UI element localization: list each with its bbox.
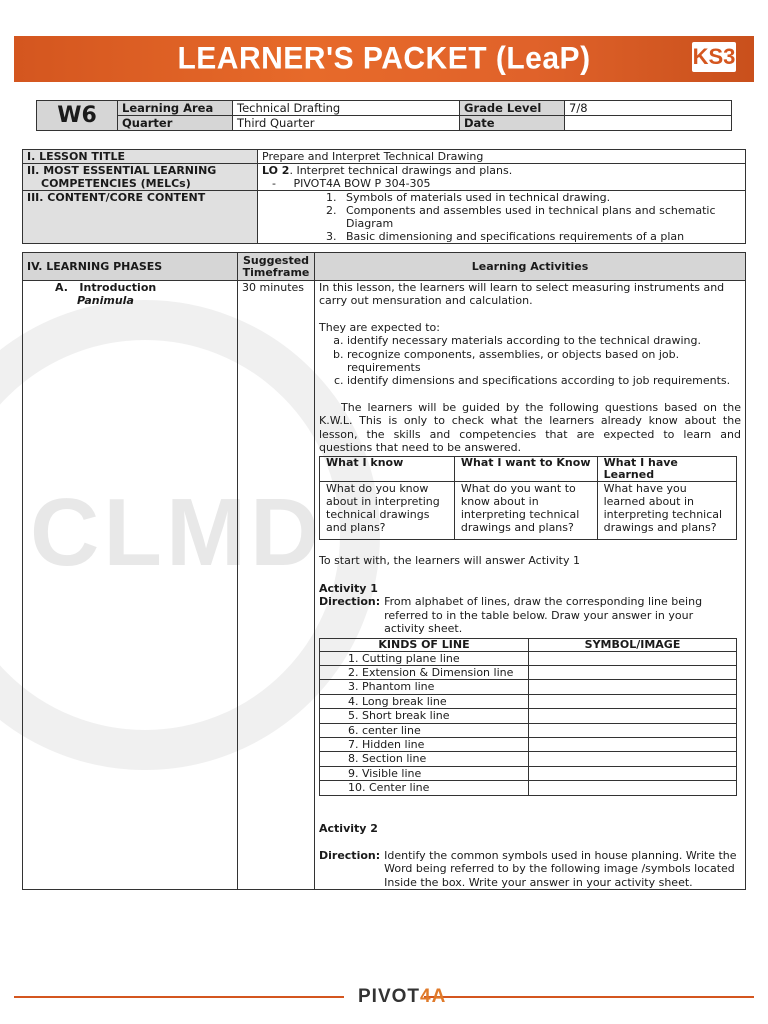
lesson-title-label: I. LESSON TITLE — [23, 150, 258, 164]
line-kind: 9. Visible line — [320, 766, 529, 780]
clmd-watermark-logo: CLMD — [30, 479, 324, 586]
line-kind: 7. Hidden line — [320, 737, 529, 751]
objective-item: c. identify dimensions and specifications according to job requirements. — [347, 374, 741, 387]
start-text: To start with, the learners will answer Activity 1 — [319, 554, 580, 568]
symbol-cell[interactable] — [529, 694, 737, 708]
symbol-cell[interactable] — [529, 680, 737, 694]
lo-text: . Interpret technical drawings and plans. — [289, 164, 513, 177]
content-item: 2. Components and assembles used in technical plans and schematic Diagram — [340, 204, 741, 230]
symbol-cell[interactable] — [529, 781, 737, 795]
activity2-direction: Identify the common symbols used in house planning. Write the Word being referred to by the following image /symbols located Inside the box. Write your answer in your activity sheet. — [384, 848, 737, 889]
learning-phases-table — [22, 252, 746, 890]
phase-subtitle: Panimula — [77, 294, 134, 308]
line-kind: 5. Short break line — [320, 709, 529, 723]
learning-area-label: Learning Area — [118, 101, 233, 116]
lo-dash: - — [272, 177, 294, 190]
lo-reference: PIVOT4A BOW P 304-305 — [293, 177, 431, 190]
lesson-title-value: Prepare and Interpret Technical Drawing — [258, 150, 746, 164]
kwl-cell-know: What do you know about in interpreting technical drawings and plans? — [320, 482, 455, 540]
activities-cell — [315, 281, 746, 890]
content-label: III. CONTENT/CORE CONTENT — [23, 191, 258, 244]
symbol-cell[interactable] — [529, 737, 737, 751]
phases-header: IV. LEARNING PHASES — [23, 253, 238, 281]
objective-item: a. identify necessary materials according to the technical drawing. — [347, 334, 741, 347]
symbol-cell[interactable] — [529, 766, 737, 780]
grade-level-value: 7/8 — [565, 101, 732, 116]
kwl-header-want: What I want to Know — [454, 457, 597, 482]
symbol-cell[interactable] — [529, 723, 737, 737]
quarter-label: Quarter — [118, 116, 233, 131]
footer-rule-right — [424, 996, 754, 998]
pivot-logo-text: PIVOT — [358, 986, 421, 1007]
pivot-logo — [358, 986, 446, 1008]
melc-label-line2: COMPETENCIES (MELCs) — [41, 177, 191, 190]
intro-text: In this lesson, the learners will learn to select measuring instruments and carry out mensuration and calculation. — [319, 281, 725, 308]
content-item: 3. Basic dimensioning and specifications requirements of a plan — [340, 230, 741, 243]
phase-letter: A. — [55, 281, 68, 294]
activities-header: Learning Activities — [315, 253, 746, 281]
date-value — [565, 116, 732, 131]
activity1-title: Activity 1 — [319, 581, 378, 595]
content-value — [258, 191, 746, 244]
expected-text: They are expected to: — [319, 320, 440, 334]
header-table — [36, 100, 732, 131]
phase-cell — [23, 281, 238, 890]
packet-title: LEARNER'S PACKET (LeaP) — [177, 41, 591, 76]
kwl-cell-want: What do you want to know about in interpreting technical drawings and plans? — [454, 482, 597, 540]
quarter-value: Third Quarter — [233, 116, 460, 131]
symbol-cell[interactable] — [529, 752, 737, 766]
activity1-direction-label: Direction: — [319, 595, 381, 609]
pivot-logo-4a: 4A — [420, 986, 447, 1007]
lines-header-symbol: SYMBOL/IMAGE — [529, 638, 737, 651]
line-kind: 1. Cutting plane line — [320, 651, 529, 665]
symbol-cell[interactable] — [529, 665, 737, 679]
melc-label-line1: II. MOST ESSENTIAL LEARNING — [27, 164, 217, 177]
kwl-table — [319, 456, 737, 540]
lesson-table — [22, 149, 746, 244]
line-kind: 10. Center line — [320, 781, 529, 795]
timeframe-value: 30 minutes — [238, 281, 315, 890]
line-kind: 8. Section line — [320, 752, 529, 766]
line-kind: 3. Phantom line — [320, 680, 529, 694]
activity2-title: Activity 2 — [319, 821, 378, 835]
line-kind: 4. Long break line — [320, 694, 529, 708]
kwl-header-learned: What I have Learned — [597, 457, 736, 482]
line-kind: 6. center line — [320, 723, 529, 737]
date-label: Date — [460, 116, 565, 131]
phase-name: Introduction — [79, 281, 157, 294]
kwl-header-know: What I know — [320, 457, 455, 482]
learning-area-value: Technical Drafting — [233, 101, 460, 116]
timeframe-header: Suggested Timeframe — [238, 253, 315, 281]
activity1-direction: From alphabet of lines, draw the corresponding line being referred to in the table below. Draw your answer in your activity sheet. — [384, 595, 703, 636]
footer-rule-left — [14, 996, 344, 998]
content-item: 1. Symbols of materials used in technical drawing. — [340, 191, 741, 204]
kwl-cell-learned: What have you learned about in interpreting technical drawings and plans? — [597, 482, 736, 540]
lines-header-kind: KINDS OF LINE — [320, 638, 529, 651]
objectives-list — [319, 334, 741, 388]
symbol-cell[interactable] — [529, 709, 737, 723]
lo-number: LO 2 — [262, 164, 290, 177]
title-banner — [14, 36, 754, 82]
objective-item: b. recognize components, assemblies, or objects based on job. requirements — [347, 348, 741, 375]
activity2-direction-label: Direction: — [319, 848, 381, 862]
kinds-of-line-table — [319, 638, 737, 796]
melc-label — [23, 164, 258, 191]
grade-level-label: Grade Level — [460, 101, 565, 116]
content-list — [262, 191, 741, 243]
week-label: W6 — [37, 101, 118, 131]
symbol-cell[interactable] — [529, 651, 737, 665]
kwl-intro-text: The learners will be guided by the following questions based on the K.W.L. This is only to check what the learners already know about the lesson, the skills and competencies that are expected to learn and questions that need to be answered. — [319, 400, 741, 455]
melc-value — [258, 164, 746, 191]
key-stage-badge: KS3 — [692, 42, 736, 72]
line-kind: 2. Extension & Dimension line — [320, 665, 529, 679]
